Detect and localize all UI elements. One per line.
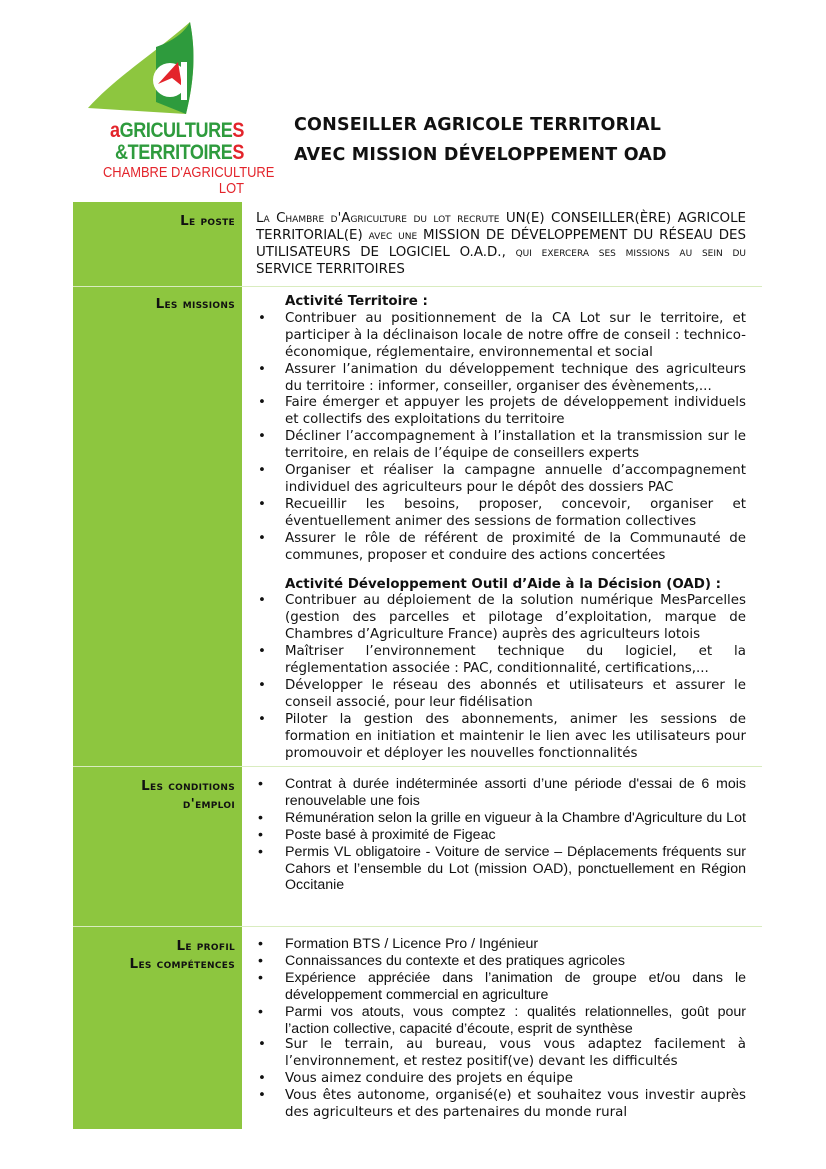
bullet-icon: • [258, 310, 266, 326]
list-item: • Développer le réseau des abonnés et utilisateurs et assurer le conseil associé, pour leur fidélisation [258, 677, 746, 710]
bullet-icon: • [258, 496, 266, 512]
label-profil-competences: Le profil Les compétences [129, 938, 235, 972]
bullet-icon: • [258, 677, 266, 693]
section-divider [73, 766, 762, 767]
list-item: • Vous aimez conduire des projets en équipe [258, 1071, 573, 1087]
list-item: • Vous êtes autonome, organisé(e) et souhaitez vous investir auprès des agriculteurs et des partenaires du monde rural [258, 1088, 746, 1121]
missions-heading-territoire: Activité Territoire : [285, 294, 428, 309]
list-item: • Connaissances du contexte et des pratiques agricoles [258, 952, 625, 969]
label-les-missions: Les missions [155, 296, 235, 312]
bullet-icon: • [258, 530, 266, 546]
list-item: • Assurer le rôle de référent de proximité de la Communauté de communes, proposer et conduire des actions concertées [258, 530, 746, 563]
logo-wordmark: aGRICULTURES &TERRITOIRES CHAMBRE D'AGRICULTURE LOT [102, 119, 275, 197]
page-title [294, 110, 754, 170]
logo-emblem-icon [86, 22, 196, 114]
list-item: • Poste basé à proximité de Figeac [258, 826, 496, 843]
bullet-icon: • [258, 463, 266, 479]
bullet-icon: • [258, 1071, 266, 1087]
bullet-icon: • [258, 952, 263, 969]
list-item: • Parmi vos atouts, vous comptez : qualités relationnelles, goût pour l’action collective, capacité d’écoute, esprit de synthèse [258, 1003, 746, 1037]
section-divider [73, 926, 762, 927]
bullet-icon: • [258, 843, 263, 860]
bullet-icon: • [258, 1088, 266, 1104]
bullet-icon: • [258, 429, 266, 445]
list-item: • Expérience appréciée dans l’animation de groupe et/ou dans le développement commercial en agriculture [258, 969, 746, 1003]
logo-lot-text: LOT [218, 180, 244, 197]
list-item: • Faire émerger et appuyer les projets de développement individuels et collectifs des exploitations du territoire [258, 395, 746, 428]
poste-description: La Chambre d'Agriculture du lot recrute UN(E) CONSEILLER(ÈRE) AGRICOLE TERRITORIAL(E) avec une MISSION DE DÉVELOPPEMENT DU RÉSEAU DES UTILISATEURS DE LOGICIEL O.A.D., qui exercera ses missions au sein du SERVICE TERRITOIRES [256, 211, 747, 277]
bullet-icon: • [258, 1003, 263, 1020]
list-item: • Contribuer au positionnement de la CA Lot sur le territoire, et participer à la déclinaison locale de notre offre de conseil : technico-économique, réglementaire, environnemental et social [258, 310, 746, 360]
bullet-icon: • [258, 826, 263, 843]
bullet-icon: • [258, 593, 266, 609]
bullet-icon: • [258, 809, 263, 826]
bullet-icon: • [258, 776, 263, 792]
missions-oad-list [256, 593, 746, 762]
title-line-2: AVEC MISSION DÉVELOPPEMENT OAD [294, 145, 667, 165]
list-item: • Assurer l’animation du développement technique des agriculteurs du territoire : informer, conseiller, organiser des évènements,... [258, 361, 746, 394]
list-item: • Recueillir les besoins, proposer, concevoir, organiser et éventuellement animer des sessions de formation collectives [258, 496, 746, 529]
chambre-agriculture-logo [74, 18, 275, 202]
section-divider [73, 286, 762, 287]
logo-chambre-text: CHAMBRE D'AGRICULTURE [102, 164, 275, 181]
missions-heading-oad: Activité Développement Outil d’Aide à la Décision (OAD) : [285, 576, 721, 592]
conditions-list [256, 776, 746, 894]
label-le-poste: Le poste [180, 213, 235, 229]
list-item: • Rémunération selon la grille en vigueur à la Chambre d'Agriculture du Lot [258, 809, 746, 826]
list-item: • Organiser et réaliser la campagne annuelle d’accompagnement individuel des agriculteurs pour le dépôt des dossiers PAC [258, 463, 746, 495]
bullet-icon: • [258, 361, 266, 377]
list-item: • Formation BTS / Licence Pro / Ingénieur [258, 936, 539, 952]
title-line-1: CONSEILLER AGRICOLE TERRITORIAL [294, 115, 662, 135]
bullet-icon: • [258, 395, 266, 411]
list-item: • Maîtriser l’environnement technique du logiciel, et la réglementation associée : PAC, conditionnalité, certifications,... [258, 644, 746, 677]
section-label-column [73, 202, 242, 1129]
list-item: • Permis VL obligatoire - Voiture de service – Déplacements fréquents sur Cahors et l’ensemble du Lot (mission OAD), ponctuellement en Région Occitanie [258, 843, 746, 894]
bullet-icon: • [258, 969, 263, 986]
bullet-icon: • [258, 936, 263, 952]
logo-a-letter: a [110, 119, 120, 142]
profil-list [256, 936, 746, 1122]
profil-content [256, 936, 746, 1122]
label-conditions-emploi: Les conditions d'emploi [141, 778, 235, 812]
bullet-icon: • [258, 711, 266, 727]
missions-territoire-list [256, 311, 746, 565]
conditions-content [256, 776, 746, 894]
list-item: • Sur le terrain, au bureau, vous vous adaptez facilement à l’environnement, et restez positif(ve) devant les difficultés [258, 1037, 746, 1070]
missions-content [256, 294, 746, 762]
list-item: • Contribuer au déploiement de la solution numérique MesParcelles (gestion des parcelles et pilotage d’exploitation, marque de Chambres d’Agriculture France) auprès des agriculteurs lotois [258, 593, 746, 643]
list-item: • Contrat à durée indéterminée assorti d’une période d'essai de 6 mois renouvelable une fois [258, 776, 746, 809]
list-item: • Piloter la gestion des abonnements, animer les sessions de formation en initiation et maintenir le lien avec les utilisateurs pour promouvoir et déployer les nouvelles fonctionnalités [258, 711, 746, 761]
bullet-icon: • [258, 644, 266, 660]
list-item: • Décliner l’accompagnement à l’installation et la transmission sur le territoire, en relais de l’équipe de conseillers experts [258, 429, 746, 462]
bullet-icon: • [258, 1037, 266, 1053]
